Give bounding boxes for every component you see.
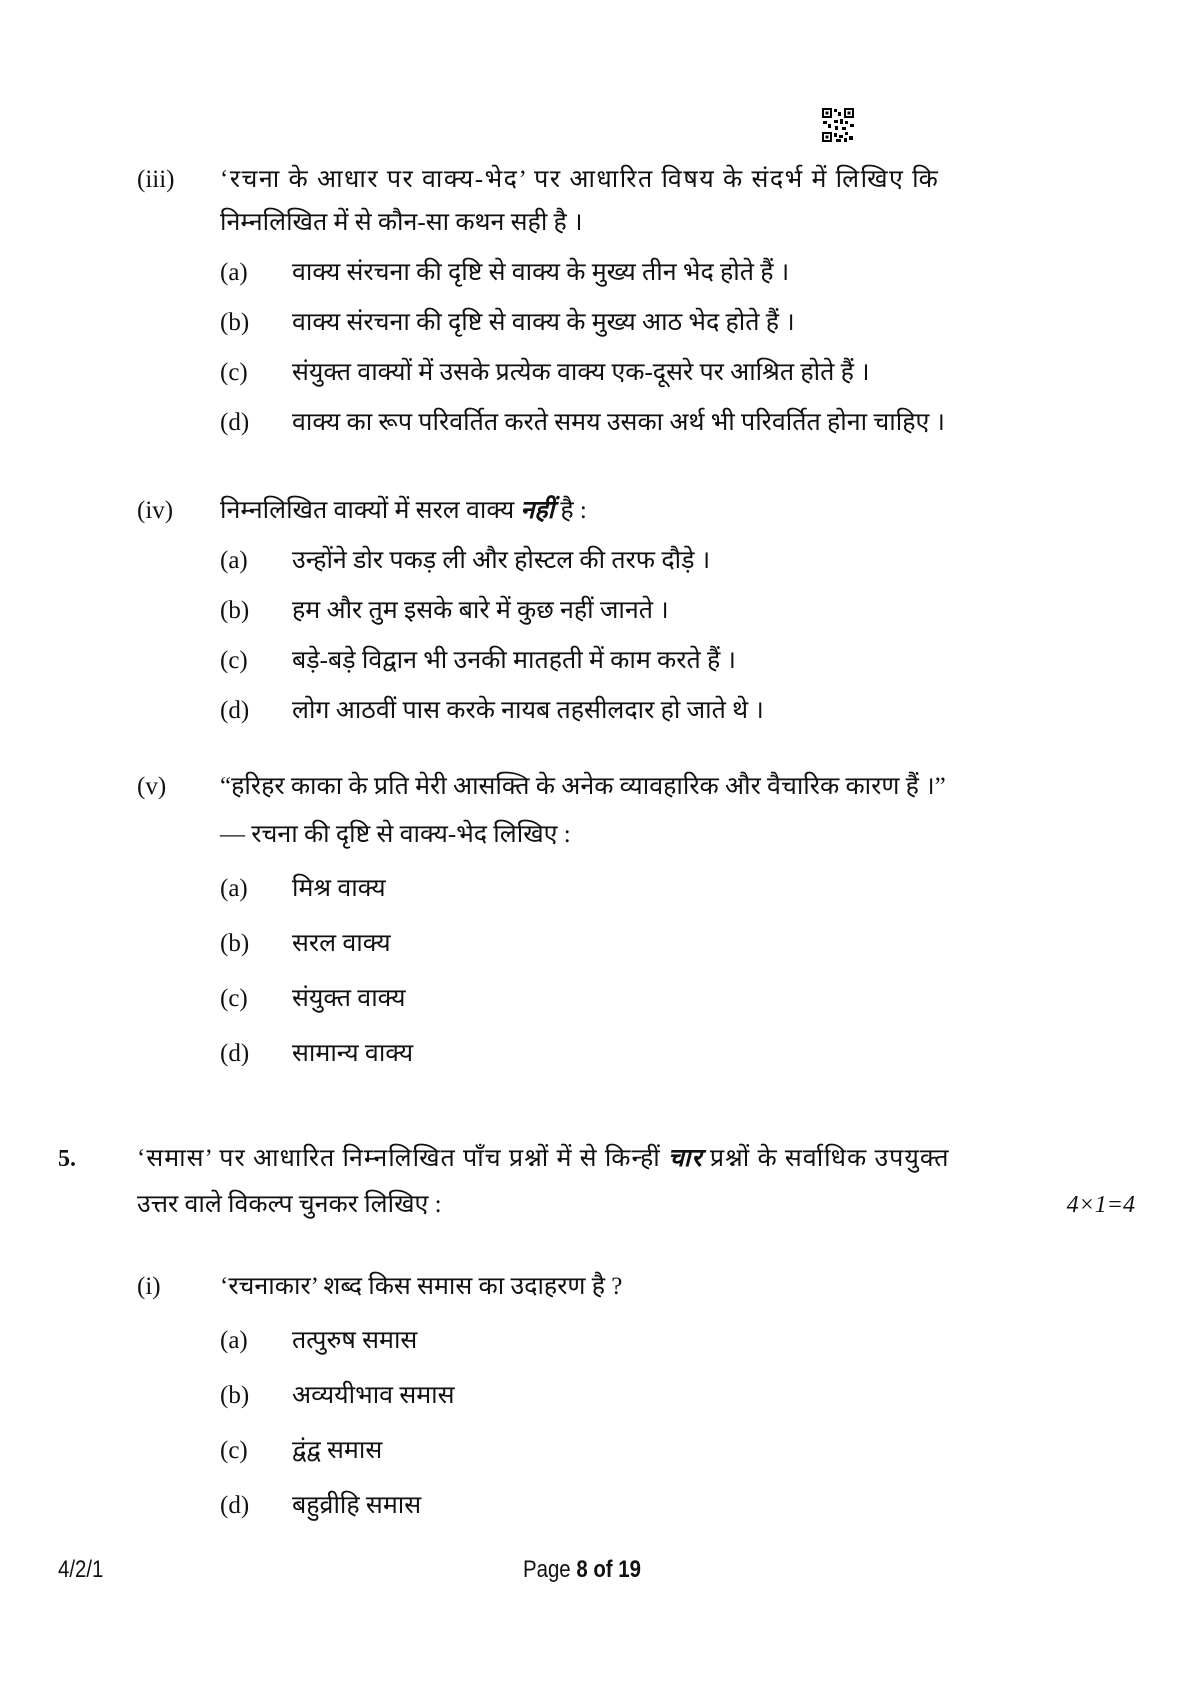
option-label-a: (a) [220,547,248,574]
sub-question-label: (i) [137,1273,161,1300]
option-label-b: (b) [220,597,250,624]
option-text-a: मिश्र वाक्य [292,875,386,902]
question-label: (v) [137,773,167,800]
option-text-b: हम और तुम इसके बारे में कुछ नहीं जानते । [292,597,669,624]
option-text-c: बड़े-बड़े विद्वान भी उनकी मातहती में काम करते हैं । [292,647,736,674]
page-prefix: Page [523,1556,571,1583]
option-label-d: (d) [220,409,250,436]
page-number [523,1556,641,1584]
option-label-a: (a) [220,1327,248,1354]
question-text-line2: — रचना की दृष्टि से वाक्य-भेद लिखिए : [220,821,571,848]
question-text-line2: निम्नलिखित में से कौन-सा कथन सही है । [220,209,583,236]
question-number: 5. [58,1146,76,1172]
question-label: (iii) [137,166,175,193]
option-label-c: (c) [220,985,248,1012]
question-text-emphasis: नहीं [520,497,555,524]
option-label-b: (b) [220,309,250,336]
question-text-line2: उत्तर वाले विकल्प चुनकर लिखिए : [137,1191,442,1218]
question-text-after: प्रश्नों के सर्वाधिक उपयुक्त [709,1145,950,1172]
question-text-emphasis: चार [667,1145,703,1172]
paper-code: 4/2/1 [58,1556,104,1583]
option-label-c: (c) [220,359,248,386]
question-text-line1 [137,1144,950,1174]
option-text-b: सरल वाक्य [292,930,391,957]
option-label-c: (c) [220,1437,248,1464]
option-text-b: वाक्य संरचना की दृष्टि से वाक्य के मुख्य आठ भेद होते हैं । [292,309,795,336]
qr-code-icon [822,108,854,142]
option-label-b: (b) [220,1382,250,1409]
option-text-d: लोग आठवीं पास करके नायब तहसीलदार हो जाते थे । [292,697,764,724]
option-text-a: वाक्य संरचना की दृष्टि से वाक्य के मुख्य तीन भेद होते हैं । [292,259,790,286]
option-label-a: (a) [220,259,248,286]
option-label-a: (a) [220,875,248,902]
question-text-after: है : [560,497,587,524]
question-text-line1: ‘रचना के आधार पर वाक्य-भेद’ पर आधारित विषय के संदर्भ में लिखिए कि [220,166,940,193]
option-text-c: द्वंद्व समास [292,1437,383,1464]
option-text-c: संयुक्त वाक्यों में उसके प्रत्येक वाक्य एक-दूसरे पर आश्रित होते हैं । [292,359,870,386]
sub-question-text: ‘रचनाकार’ शब्द किस समास का उदाहरण है ? [220,1273,623,1300]
question-text-line1: “हरिहर काका के प्रति मेरी आसक्ति के अनेक व्यावहारिक और वैचारिक कारण हैं ।” [220,773,946,800]
option-text-a: उन्होंने डोर पकड़ ली और होस्टल की तरफ दौड़े । [292,547,711,574]
option-label-b: (b) [220,930,250,957]
page-total: 19 [618,1556,641,1583]
option-text-d: वाक्य का रूप परिवर्तित करते समय उसका अर्थ भी परिवर्तित होना चाहिए । [292,409,946,436]
question-text-before: ‘समास’ पर आधारित निम्नलिखित पाँच प्रश्नों में से किन्हीं [137,1145,661,1172]
question-label: (iv) [137,497,174,524]
option-text-b: अव्ययीभाव समास [292,1382,455,1409]
option-text-d: सामान्य वाक्य [292,1040,414,1067]
question-text [220,496,587,526]
option-text-a: तत्पुरुष समास [292,1327,418,1354]
option-text-c: संयुक्त वाक्य [292,985,406,1012]
option-text-d: बहुव्रीहि समास [292,1492,422,1519]
option-label-d: (d) [220,1492,250,1519]
option-label-c: (c) [220,647,248,674]
page-current: 8 [576,1556,588,1583]
option-label-d: (d) [220,1040,250,1067]
marks-allocation: 4×1=4 [1066,1192,1135,1218]
page-of: of [593,1556,613,1583]
question-text-before: निम्नलिखित वाक्यों में सरल वाक्य [220,497,515,524]
option-label-d: (d) [220,697,250,724]
